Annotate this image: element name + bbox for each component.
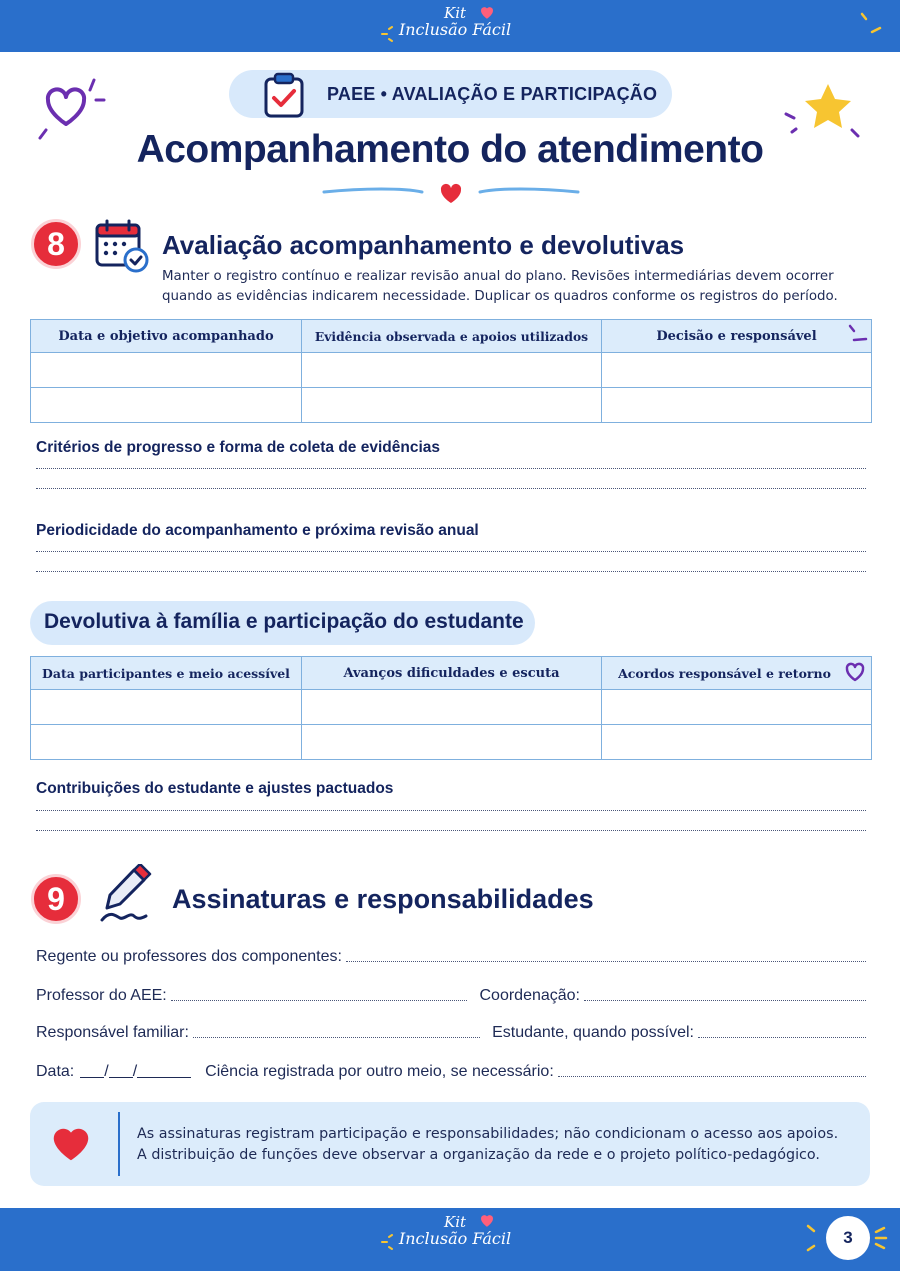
estudante-label: Estudante, quando possível: bbox=[492, 1024, 694, 1041]
table-header: Decisão e responsável bbox=[602, 320, 872, 353]
estudante-signature-line[interactable] bbox=[698, 1037, 866, 1038]
heart-outline-icon bbox=[843, 660, 867, 684]
regente-label: Regente ou professores dos componentes: bbox=[36, 948, 342, 965]
table-cell[interactable] bbox=[302, 725, 602, 760]
table-cell[interactable] bbox=[602, 388, 872, 423]
heart-icon bbox=[48, 1120, 94, 1166]
ciencia-signature-line[interactable] bbox=[558, 1076, 866, 1077]
table-cell[interactable] bbox=[602, 725, 872, 760]
sparkle-icon bbox=[846, 322, 870, 346]
professor-aee-signature-line[interactable] bbox=[171, 1000, 468, 1001]
sparkle-icon bbox=[380, 1234, 396, 1250]
writing-line[interactable] bbox=[36, 488, 866, 489]
signature-row bbox=[36, 1020, 866, 1042]
note-line: As assinaturas registram participação e responsabilidades; não condicionam o acesso aos apoios. bbox=[137, 1126, 839, 1142]
table-header: Avanços dificuldades e escuta bbox=[302, 657, 602, 690]
table-cell[interactable] bbox=[31, 690, 302, 725]
table-row bbox=[31, 353, 872, 388]
data-label: Data: bbox=[36, 1063, 75, 1080]
table-cell[interactable] bbox=[31, 353, 302, 388]
table-cell[interactable] bbox=[31, 725, 302, 760]
sparkle-icon bbox=[380, 26, 396, 42]
note-text bbox=[137, 1124, 857, 1166]
note-line: A distribuição de funções deve observar a organização da rede e o projeto político-pedagógico. bbox=[137, 1147, 820, 1163]
writing-line[interactable] bbox=[36, 468, 866, 469]
family-feedback-table bbox=[30, 656, 872, 760]
family-section-title: Devolutiva à família e participação do estudante bbox=[44, 610, 524, 633]
writing-line[interactable] bbox=[36, 830, 866, 831]
professor-aee-label: Professor do AEE: bbox=[36, 987, 167, 1004]
table-cell[interactable] bbox=[302, 388, 602, 423]
writing-line[interactable] bbox=[36, 551, 866, 552]
table-row bbox=[31, 690, 872, 725]
brand-heart-icon bbox=[478, 1211, 496, 1229]
criteria-label: Critérios de progresso e forma de coleta de evidências bbox=[36, 439, 441, 456]
brand-line1: Kit bbox=[443, 1213, 467, 1231]
table-header: Acordos responsável e retorno bbox=[602, 657, 872, 690]
sparkle-icon bbox=[872, 1220, 892, 1256]
category-pill-label: PAEE • AVALIAÇÃO E PARTICIPAÇÃO bbox=[327, 84, 658, 104]
brand-line1: Kit bbox=[443, 4, 467, 22]
periodicity-label: Periodicidade do acompanhamento e próxima revisão anual bbox=[36, 522, 479, 539]
coordenacao-label: Coordenação: bbox=[479, 987, 580, 1004]
table-row bbox=[31, 388, 872, 423]
writing-line[interactable] bbox=[36, 810, 866, 811]
responsavel-signature-line[interactable] bbox=[193, 1037, 480, 1038]
table-cell[interactable] bbox=[602, 353, 872, 388]
page-number: 3 bbox=[826, 1216, 870, 1260]
table-header: Evidência observada e apoios utilizados bbox=[302, 320, 602, 353]
date-separator: / bbox=[132, 1063, 138, 1080]
note-divider bbox=[118, 1112, 120, 1176]
contributions-label: Contribuições do estudante e ajustes pactuados bbox=[36, 780, 394, 797]
clipboard-check-icon bbox=[260, 72, 308, 120]
date-separator: / bbox=[104, 1063, 109, 1080]
signature-row bbox=[36, 1059, 866, 1081]
date-month-field[interactable] bbox=[109, 1077, 133, 1078]
date-year-field[interactable] bbox=[137, 1077, 191, 1078]
section-8-title: Avaliação acompanhamento e devolutivas bbox=[162, 230, 685, 260]
brand-heart-icon bbox=[478, 3, 496, 21]
brand-line2: Inclusão Fácil bbox=[398, 19, 512, 39]
signature-row bbox=[36, 944, 866, 966]
table-cell[interactable] bbox=[31, 388, 302, 423]
follow-up-table bbox=[30, 319, 872, 423]
section-number-badge: 8 bbox=[31, 219, 81, 269]
table-row bbox=[31, 725, 872, 760]
footer-brand-logo bbox=[385, 1215, 525, 1248]
brand-line2: Inclusão Fácil bbox=[398, 1228, 512, 1248]
calendar-check-icon bbox=[94, 218, 152, 276]
sparkle-icon bbox=[858, 10, 888, 40]
section-9-title: Assinaturas e responsabilidades bbox=[172, 884, 594, 914]
regente-signature-line[interactable] bbox=[346, 961, 866, 962]
section-8-description: Manter o registro contínuo e realizar revisão anual do plano. Revisões intermediárias devem ocorrer quando as evidências indicarem necessidade. Duplicar os quadros conforme os registros do período. bbox=[162, 269, 838, 304]
title-underline-heart bbox=[320, 176, 582, 206]
table-cell[interactable] bbox=[602, 690, 872, 725]
date-day-field[interactable] bbox=[80, 1077, 104, 1078]
pencil-signature-icon bbox=[98, 864, 158, 926]
section-number-badge: 9 bbox=[31, 874, 81, 924]
table-cell[interactable] bbox=[302, 353, 602, 388]
signature-row bbox=[36, 983, 866, 1005]
table-header: Data e objetivo acompanhado bbox=[31, 320, 302, 353]
table-cell[interactable] bbox=[302, 690, 602, 725]
writing-line[interactable] bbox=[36, 571, 866, 572]
responsavel-label: Responsável familiar: bbox=[36, 1024, 189, 1041]
sparkle-icon bbox=[804, 1220, 822, 1256]
table-header: Data participantes e meio acessível bbox=[31, 657, 302, 690]
ciencia-label: Ciência registrada por outro meio, se necessário: bbox=[205, 1063, 554, 1080]
coordenacao-signature-line[interactable] bbox=[584, 1000, 866, 1001]
brand-logo bbox=[385, 6, 525, 39]
page-title: Acompanhamento do atendimento bbox=[136, 128, 764, 171]
